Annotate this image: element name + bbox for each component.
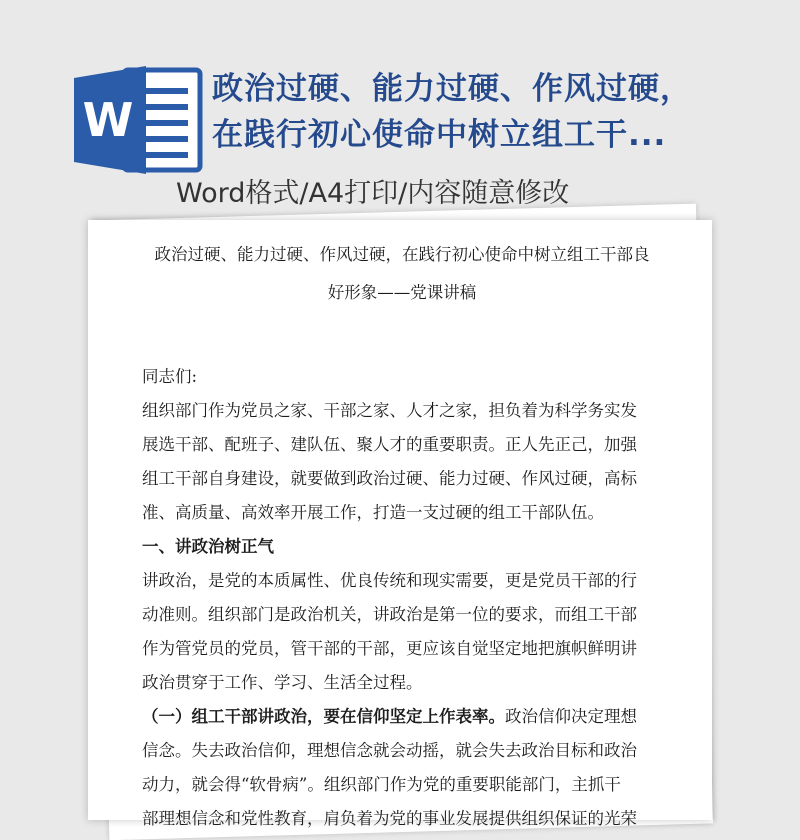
word-icon-letter: W <box>82 93 134 147</box>
document-title <box>142 236 662 312</box>
document-body <box>142 236 662 836</box>
document-title-line-1: 政治过硬、能力过硬、作风过硬，在践行初心使命中树立组工干部良 <box>154 245 650 264</box>
paragraph-politics <box>142 564 662 700</box>
paragraph-line: 作为管党员的党员，管干部的干部，更应该自觉坚定地把旗帜鲜明讲 <box>142 639 637 658</box>
document-title-line-2: 好形象——党课讲稿 <box>327 283 477 302</box>
paragraph-line: 组工干部自身建设，就要做到政治过硬、能力过硬、作风过硬，高标 <box>142 469 637 488</box>
paragraph-line: 组织部门作为党员之家、干部之家、人才之家，担负着为科学务实发 <box>142 401 637 420</box>
paragraph-line: 部理想信念和党性教育，肩负着为党的事业发展提供组织保证的光荣 <box>142 809 637 828</box>
section-heading-1: 一、讲政治树正气 <box>142 537 274 556</box>
paragraph-intro <box>142 394 662 530</box>
salutation: 同志们: <box>142 367 198 386</box>
paragraph-line: 政治贯穿于工作、学习、生活全过程。 <box>142 673 423 692</box>
paragraph-line: 展选干部、配班子、建队伍、聚人才的重要职责。正人先正己，加强 <box>142 435 637 454</box>
banner-title-line-2: 在践行初心使命中树立组工干... <box>212 117 667 153</box>
paragraph-line <box>142 700 662 734</box>
paragraph-line: 动准则。组织部门是政治机关，讲政治是第一位的要求，而组工干部 <box>142 605 637 624</box>
paragraph-line: 信念。失去政治信仰，理想信念就会动摇，就会失去政治目标和政治 <box>142 741 637 760</box>
word-icon <box>72 62 204 178</box>
banner-subtitle: Word格式/A4打印/内容随意修改 <box>176 178 570 209</box>
paragraph-line: 动力，就会得“软骨病”。组织部门作为党的重要职能部门，主抓干 <box>142 775 621 794</box>
paragraph-belief <box>142 700 662 836</box>
paragraph-line: 准、高质量、高效率开展工作，打造一支过硬的组工干部队伍。 <box>142 503 604 522</box>
subsection-lead-text: 政治信仰决定理想 <box>505 707 637 726</box>
paragraph-line: 讲政治，是党的本质属性、优良传统和现实需要，更是党员干部的行 <box>142 571 637 590</box>
subsection-heading-1: （一）组工干部讲政治，要在信仰坚定上作表率。 <box>142 707 505 726</box>
banner-title <box>212 66 782 158</box>
banner-title-line-1: 政治过硬、能力过硬、作风过硬， <box>212 71 692 107</box>
